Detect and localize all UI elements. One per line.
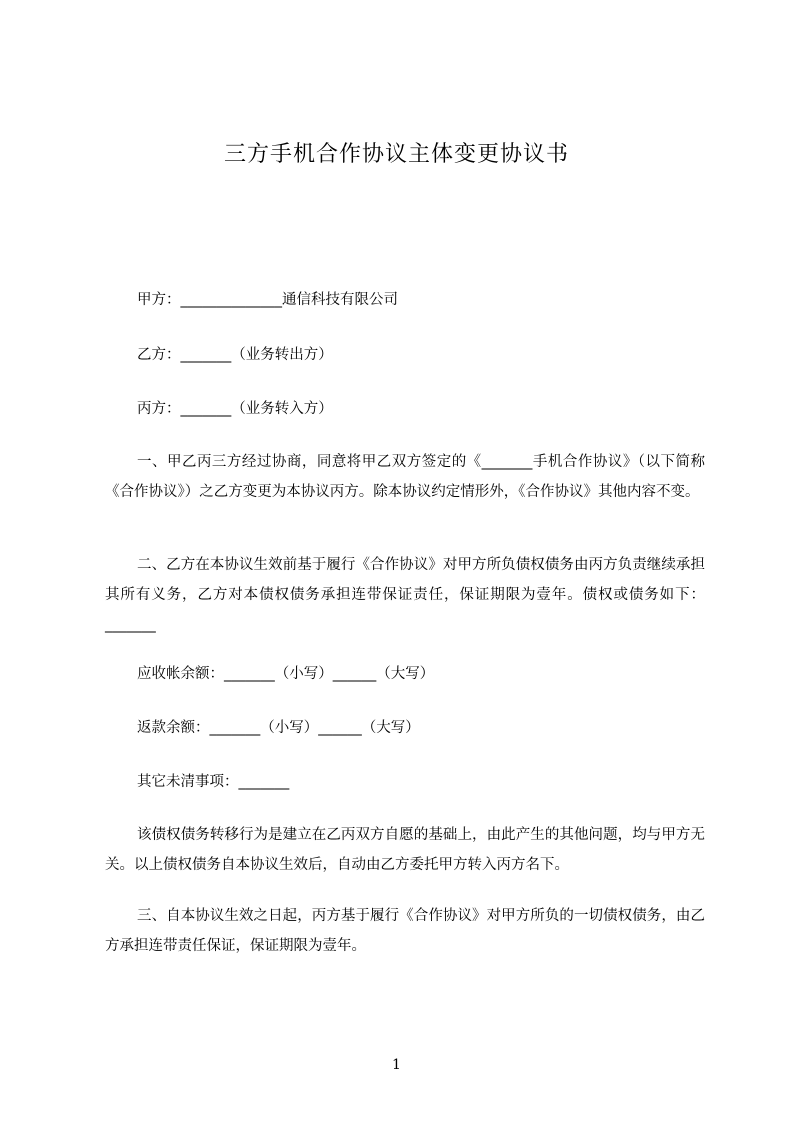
party-c-line: 丙方：_______（业务转入方）: [137, 401, 333, 417]
clause-1-paragraph: 一、甲乙丙三方经过协商，同意将甲乙双方签定的《_______手机合作协议》（以下简称《合作协议》）之乙方变更为本协议丙方。除本协议约定情形外，《合作协议》其他内容不变。: [105, 454, 705, 500]
transfer-note-paragraph: 该债权债务转移行为是建立在乙丙双方自愿的基础上，由此产生的其他问题，均与甲方无关。以上债权债务自本协议生效后，自动由乙方委托甲方转入丙方名下。: [105, 827, 705, 873]
party-b-line: 乙方：_______（业务转出方）: [137, 347, 333, 363]
refund-balance-line: 返款余额：_______（小写）______（大写）: [137, 720, 420, 736]
page-number: 1: [392, 1057, 401, 1073]
document-title: 三方手机合作协议主体变更协议书: [223, 142, 569, 167]
clause-3-paragraph: 三、自本协议生效之日起，丙方基于履行《合作协议》对甲方所负的一切债权债务，由乙方承担连带责任保证，保证期限为壹年。: [105, 908, 705, 954]
other-matters-line: 其它未清事项：_______: [137, 774, 290, 790]
receivable-balance-line: 应收帐余额：_______（小写）______（大写）: [137, 666, 435, 682]
clause-2-paragraph: 二、乙方在本协议生效前基于履行《合作协议》对甲方所负债权债务由丙方负责继续承担其所有义务，乙方对本债权债务承担连带保证责任，保证期限为壹年。债权或债务如下：_______: [105, 557, 705, 633]
party-a-line: 甲方：______________通信科技有限公司: [137, 292, 398, 308]
